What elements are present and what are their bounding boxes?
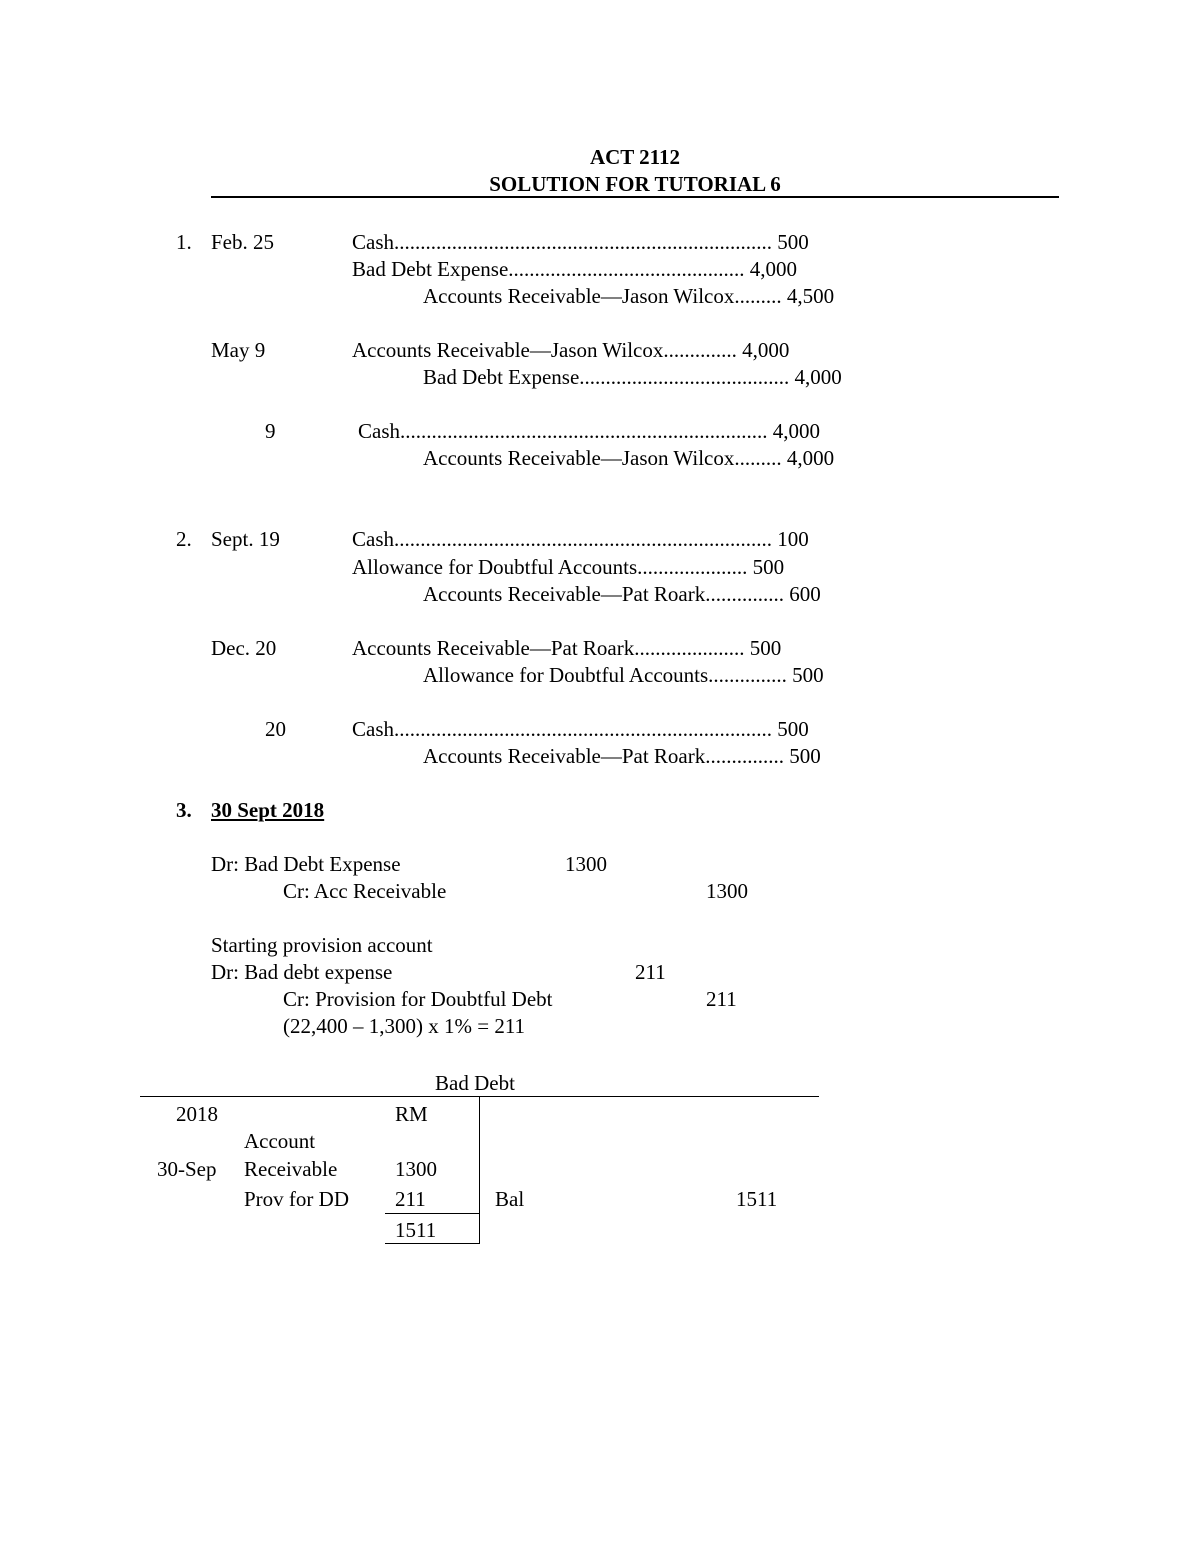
q1-entry3-line2: Accounts Receivable—Jason Wilcox......... 4,000: [423, 446, 835, 470]
course-code: ACT 2112: [589, 145, 681, 169]
document-title: SOLUTION FOR TUTORIAL 6: [489, 172, 781, 196]
t-account-debit-desc-2: Receivable: [244, 1157, 338, 1181]
q1-entry1-date: Feb. 25: [211, 230, 274, 254]
t-account-year: 2018: [176, 1102, 218, 1126]
q1-entry3-line1: Cash...................................................................... 4,000: [358, 419, 820, 443]
q2-entry2-line2: Allowance for Doubtful Accounts............... 500: [423, 663, 824, 687]
t-account-currency: RM: [395, 1102, 428, 1126]
t-account-debit-desc-3: Prov for DD: [244, 1187, 349, 1211]
q2-entry3-date: 20: [265, 717, 286, 741]
journal2-credit-amount: 211: [706, 987, 737, 1011]
q1-entry1-line2: Bad Debt Expense............................................. 4,000: [352, 257, 798, 281]
q2-entry3-line1: Cash........................................................................ 500: [352, 717, 809, 741]
q1-entry1-line1: Cash........................................................................ 500: [352, 230, 809, 254]
t-account-bottom-rule: [385, 1243, 480, 1244]
journal1-debit-label: Dr: Bad Debt Expense: [211, 852, 401, 876]
header-rule: [211, 196, 1059, 198]
q1-entry2-line2: Bad Debt Expense........................................ 4,000: [423, 365, 842, 389]
journal1-credit-label: Cr: Acc Receivable: [283, 879, 447, 903]
q3-number: 3.: [176, 798, 192, 822]
t-account-credit-amount: 1511: [736, 1187, 778, 1211]
journal1-credit-amount: 1300: [706, 879, 748, 903]
journal2-debit-label: Dr: Bad debt expense: [211, 960, 393, 984]
q2-entry1-line2: Allowance for Doubtful Accounts..................... 500: [352, 555, 785, 579]
journal2-debit-amount: 211: [635, 960, 666, 984]
journal2-calculation: (22,400 – 1,300) x 1% = 211: [283, 1014, 526, 1038]
q2-entry3-line2: Accounts Receivable—Pat Roark............... 500: [423, 744, 821, 768]
q1-entry2-line1: Accounts Receivable—Jason Wilcox.............. 4,000: [352, 338, 790, 362]
q3-heading: 30 Sept 2018: [211, 798, 325, 822]
q1-number: 1.: [176, 230, 192, 254]
q1-entry2-date: May 9: [211, 338, 266, 362]
q2-entry1-date: Sept. 19: [211, 527, 280, 551]
q2-entry2-date: Dec. 20: [211, 636, 277, 660]
t-account-title: Bad Debt: [435, 1071, 515, 1095]
journal2-credit-label: Cr: Provision for Doubtful Debt: [283, 987, 553, 1011]
q2-entry1-line1: Cash........................................................................ 100: [352, 527, 809, 551]
q2-number: 2.: [176, 527, 192, 551]
q2-entry2-line1: Accounts Receivable—Pat Roark..................... 500: [352, 636, 782, 660]
t-account-debit-amount-2: 1300: [395, 1157, 437, 1181]
t-account-debit-amount-3: 211: [395, 1187, 426, 1211]
q2-entry1-line3: Accounts Receivable—Pat Roark............... 600: [423, 582, 821, 606]
t-account-divider: [479, 1096, 480, 1244]
t-account-total-rule: [385, 1213, 480, 1214]
t-account-credit-desc: Bal: [495, 1187, 525, 1211]
q1-entry1-line3: Accounts Receivable—Jason Wilcox......... 4,500: [423, 284, 835, 308]
t-account-date: 30-Sep: [157, 1157, 217, 1181]
journal2-intro: Starting provision account: [211, 933, 433, 957]
t-account-debit-desc-1: Account: [244, 1129, 316, 1153]
q1-entry3-date: 9: [265, 419, 276, 443]
t-account-debit-total: 1511: [395, 1218, 437, 1242]
journal1-debit-amount: 1300: [565, 852, 607, 876]
